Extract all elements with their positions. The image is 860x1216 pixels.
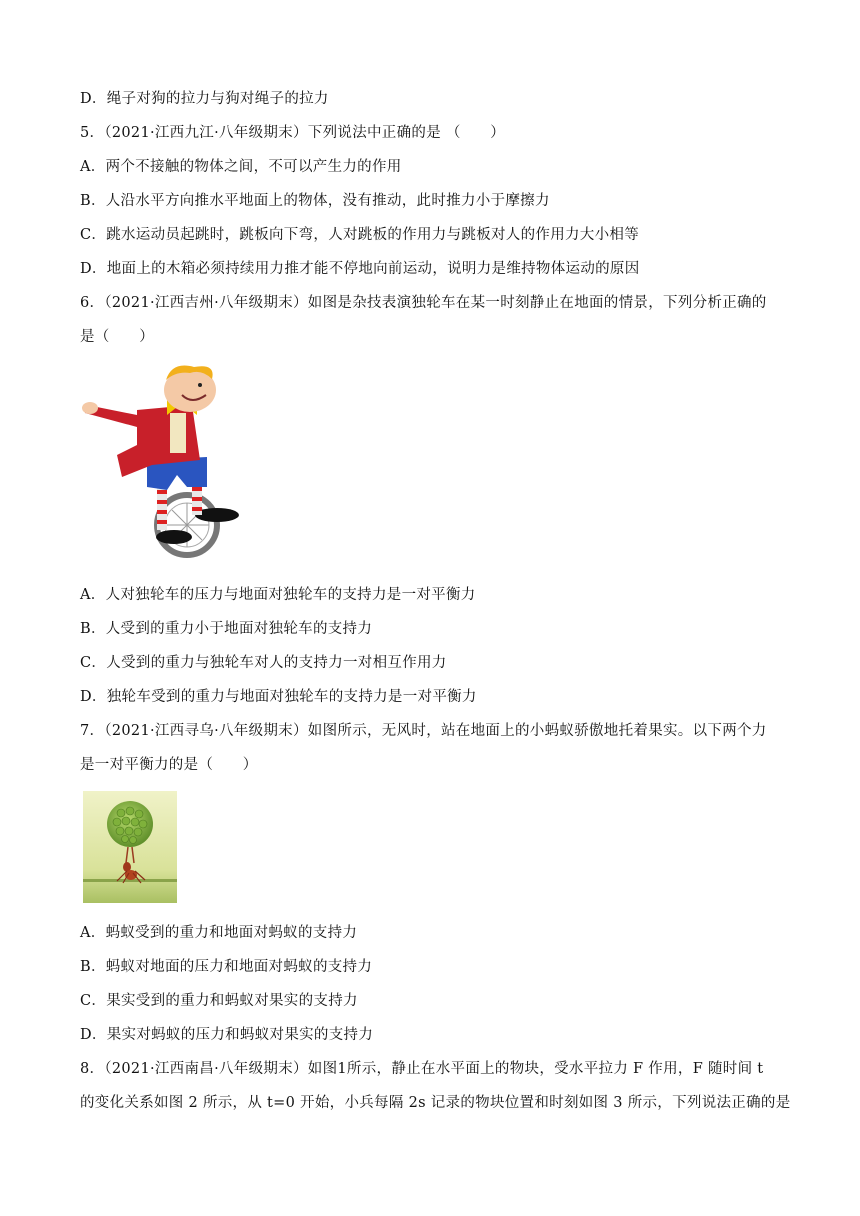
q7-stem-line1: 7．（2021·江西寻乌·八年级期末）如图所示，无风时，站在地面上的小蚂蚁骄傲地托着果实。以下两个力 <box>80 723 767 739</box>
q5-option-c: C．跳水运动员起跳时，跳板向下弯，人对跳板的作用力与跳板对人的作用力大小相等 <box>80 227 639 243</box>
q6-stem-line1: 6．（2021·江西吉州·八年级期末）如图是杂技表演独轮车在某一时刻静止在地面的情景，下列分析正确的 <box>80 295 767 311</box>
q7-option-d: D．果实对蚂蚁的压力和蚂蚁对果实的支持力 <box>80 1027 374 1043</box>
q6-option-c: C．人受到的重力与独轮车对人的支持力一对相互作用力 <box>80 655 447 671</box>
q6-option-a: A．人对独轮车的压力与地面对独轮车的支持力是一对平衡力 <box>80 587 476 603</box>
q5-option-b: B．人沿水平方向推水平地面上的物体，没有推动，此时推力小于摩擦力 <box>80 193 550 209</box>
q5-option-a: A．两个不接触的物体之间，不可以产生力的作用 <box>80 159 402 175</box>
q5-stem: 5．（2021·江西九江·八年级期末）下列说法中正确的是 （ ） <box>80 125 506 141</box>
q7-stem-line2: 是一对平衡力的是（ ） <box>80 757 258 773</box>
q7-option-c: C．果实受到的重力和蚂蚁对果实的支持力 <box>80 993 358 1009</box>
ant-holding-fruit-figure <box>83 791 177 903</box>
q5-option-d: D．地面上的木箱必须持续用力推才能不停地向前运动，说明力是维持物体运动的原因 <box>80 261 640 277</box>
q4-option-d: D．绳子对狗的拉力与狗对绳子的拉力 <box>80 91 329 107</box>
unicycle-clown-figure <box>82 365 247 570</box>
q7-option-b: B．蚂蚁对地面的压力和地面对蚂蚁的支持力 <box>80 959 373 975</box>
q6-stem-line2: 是（ ） <box>80 329 154 345</box>
q8-stem-line1: 8．（2021·江西南昌·八年级期末）如图1所示，静止在水平面上的物块，受水平拉力 F 作用，F 随时间 t <box>80 1061 764 1077</box>
q7-option-a: A．蚂蚁受到的重力和地面对蚂蚁的支持力 <box>80 925 358 941</box>
q6-option-d: D．独轮车受到的重力与地面对独轮车的支持力是一对平衡力 <box>80 689 477 705</box>
q6-option-b: B．人受到的重力小于地面对独轮车的支持力 <box>80 621 373 637</box>
q8-stem-line2: 的变化关系如图 2 所示，从 t=0 开始，小兵每隔 2s 记录的物块位置和时刻如图 3 所示，下列说法正确的是 <box>80 1095 791 1111</box>
